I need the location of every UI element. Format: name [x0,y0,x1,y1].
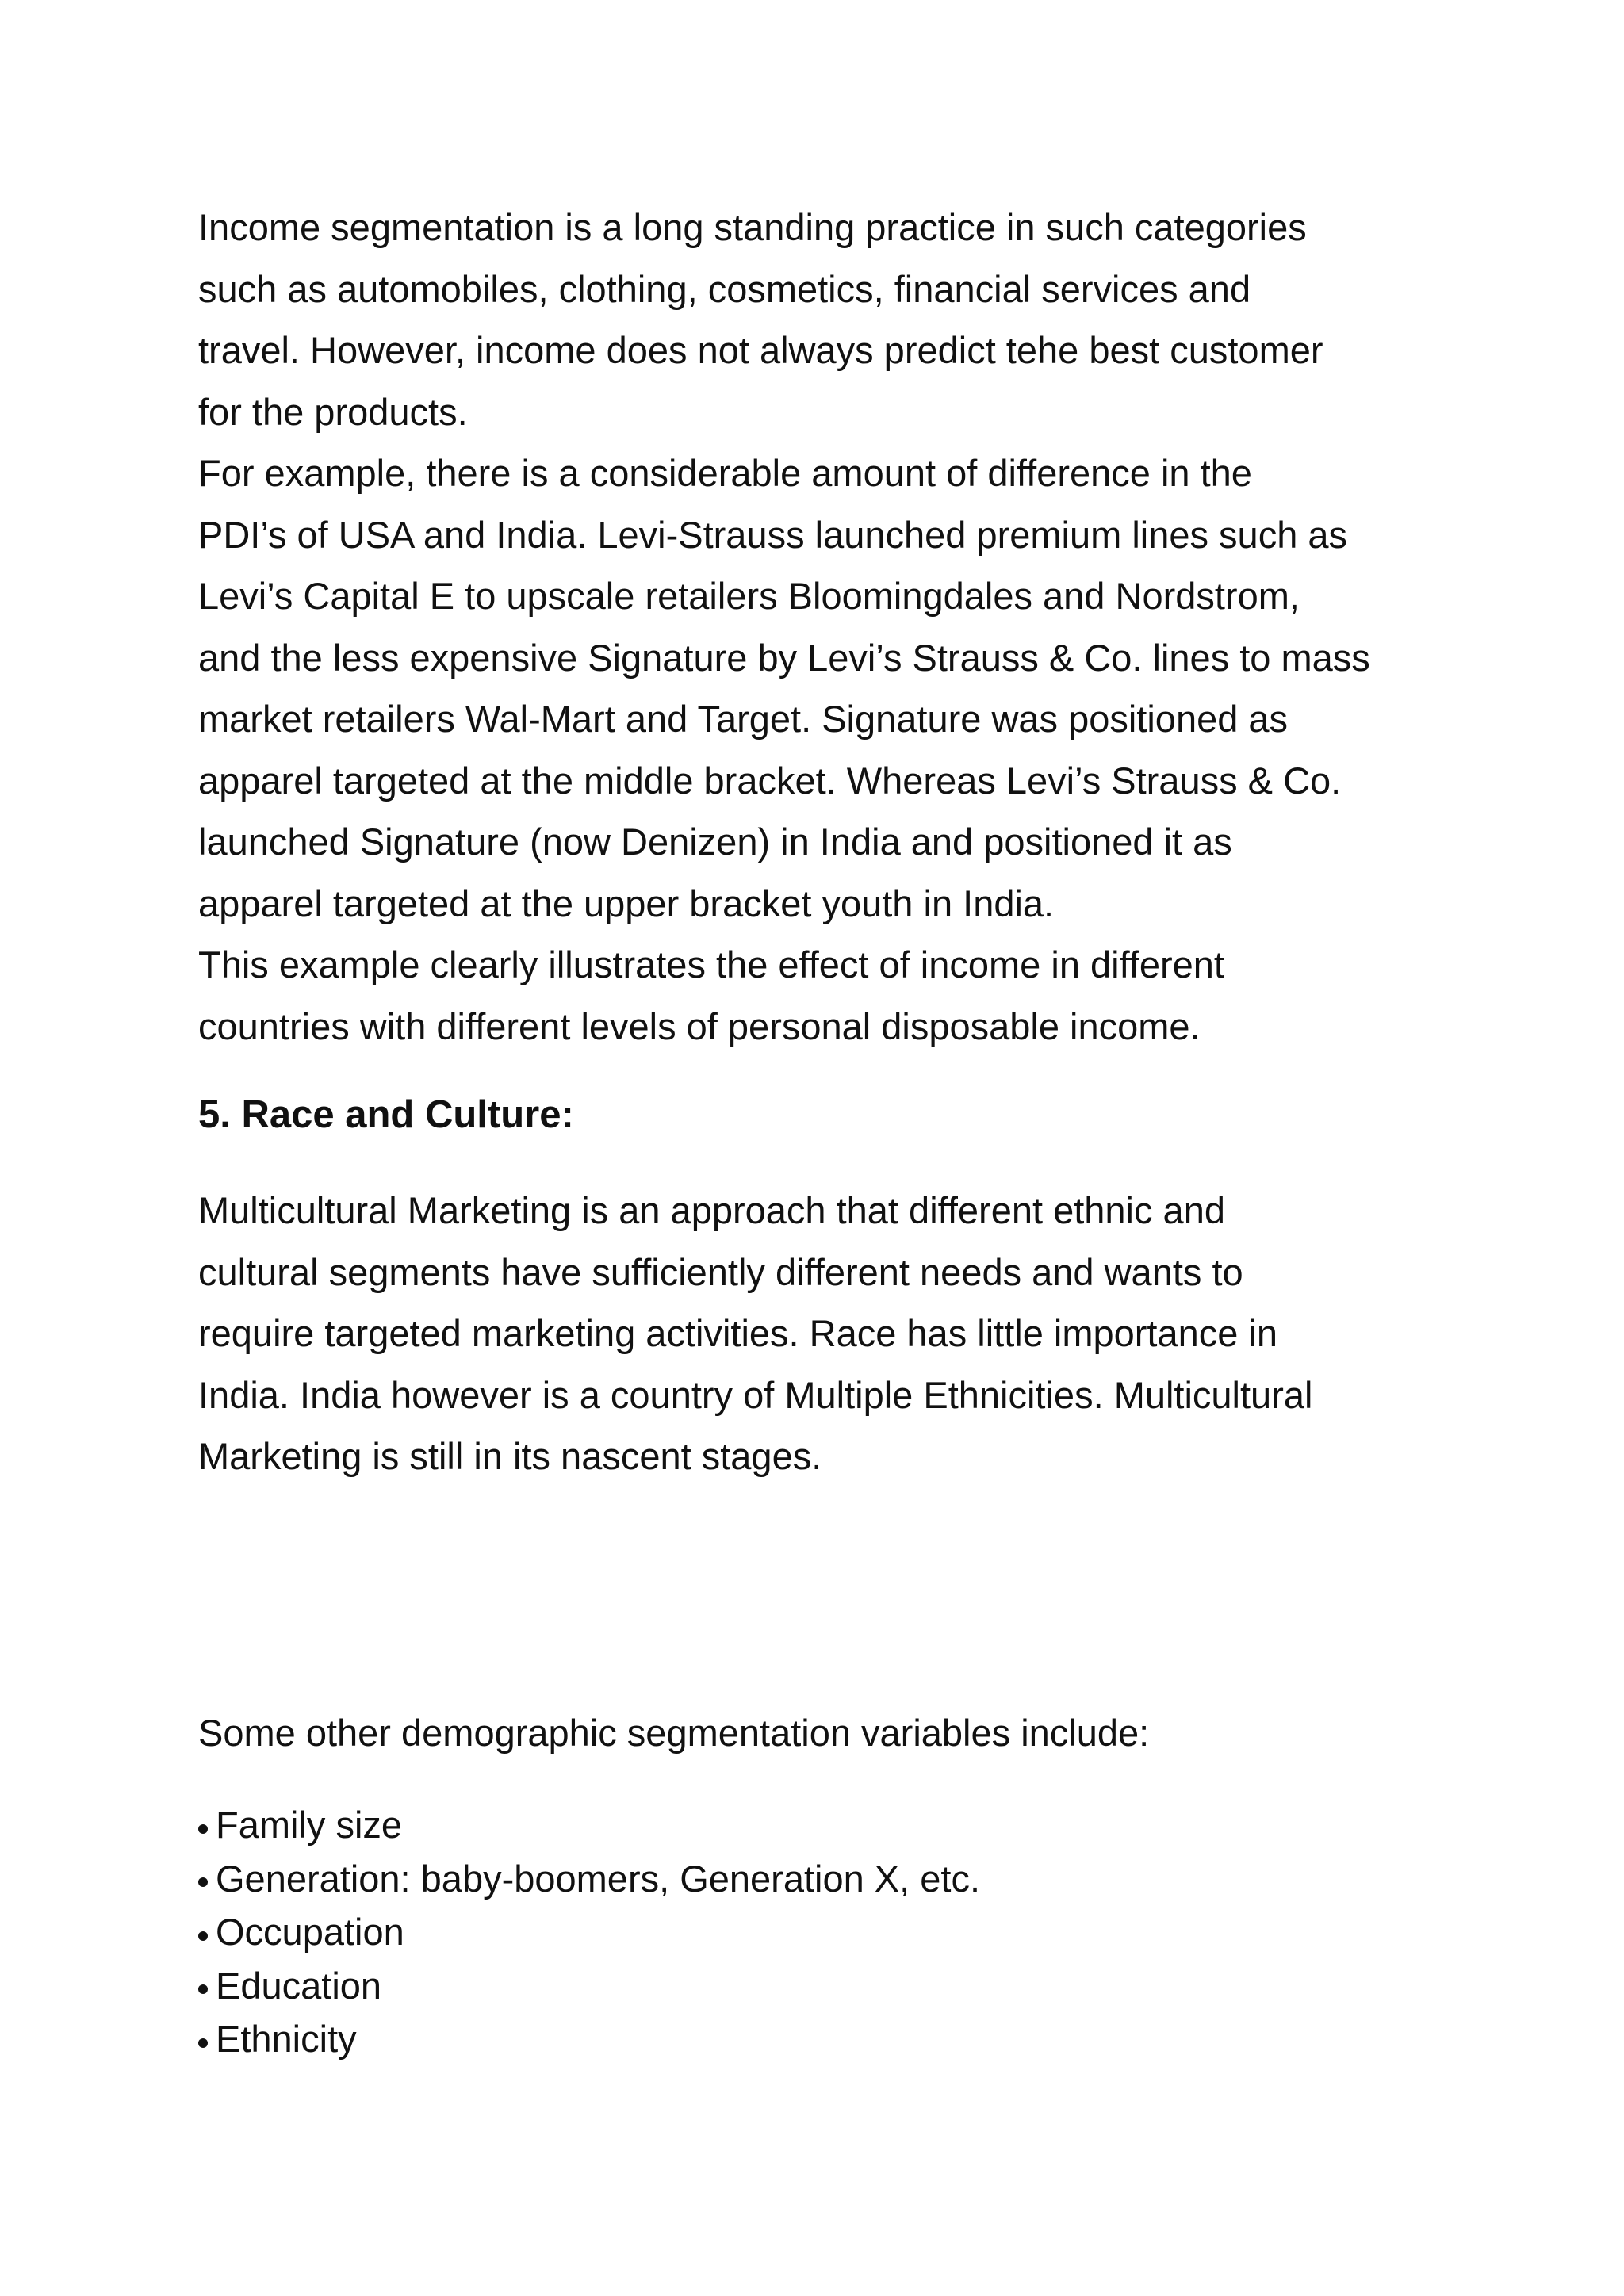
text-line: such as automobiles, clothing, cosmetics, financial services and [198,267,1251,310]
text-line: and the less expensive Signature by Levi’s Strauss & Co. lines to mass [198,636,1370,679]
text-line: For example, there is a considerable amount of difference in the [198,452,1252,494]
text-line: launched Signature (now Denizen) in India and positioned it as [198,821,1232,863]
variables-list [198,1798,980,2066]
text-line: Levi’s Capital E to upscale retailers Bloomingdales and Nordstrom, [198,575,1300,617]
list-item [198,1798,980,1852]
text-line: Multicultural Marketing is an approach that different ethnic and [198,1189,1225,1231]
text-line: for the products. [198,390,468,433]
list-item [198,2012,980,2066]
list-item-label: Family size [216,1804,403,1846]
text-line: This example clearly illustrates the effect of income in different [198,943,1224,985]
text-line: countries with different levels of personal disposable income. [198,1004,1201,1047]
text-line: apparel targeted at the upper bracket youth in India. [198,882,1055,924]
text-line: cultural segments have sufficiently different needs and wants to [198,1250,1243,1293]
document-page [198,197,1467,2060]
list-item-label: Education [216,1964,382,2007]
race-culture-paragraph [198,1180,1312,1487]
text-line: travel. However, income does not always predict tehe best customer [198,329,1323,371]
text-line: apparel targeted at the middle bracket. Whereas Levi’s Strauss & Co. [198,759,1342,802]
list-item-label: Ethnicity [216,2018,357,2060]
bullet-icon [198,1931,208,1941]
list-item [198,1959,980,2013]
income-paragraph [198,197,1467,1057]
list-item [198,1905,980,1959]
bullet-icon [198,1877,208,1887]
text-line: PDI’s of USA and India. Levi-Strauss launched premium lines such as [198,513,1348,556]
variables-intro: Some other demographic segmentation variables include: [198,1712,1150,1754]
section-heading: 5. Race and Culture: [198,1093,574,1136]
text-line: require targeted marketing activities. Race has little importance in [198,1312,1278,1354]
list-item-label: Generation: baby-boomers, Generation X, etc. [216,1857,981,1900]
bullet-icon [198,2038,208,2048]
text-line: India. India however is a country of Multiple Ethnicities. Multicultural [198,1373,1313,1416]
bullet-icon [198,1984,208,1994]
bullet-icon [198,1824,208,1834]
list-item [198,1852,980,1906]
text-line: Marketing is still in its nascent stages. [198,1435,822,1477]
list-item-label: Occupation [216,1911,404,1953]
text-line: Income segmentation is a long standing practice in such categories [198,206,1307,248]
text-line: market retailers Wal-Mart and Target. Signature was positioned as [198,698,1289,740]
